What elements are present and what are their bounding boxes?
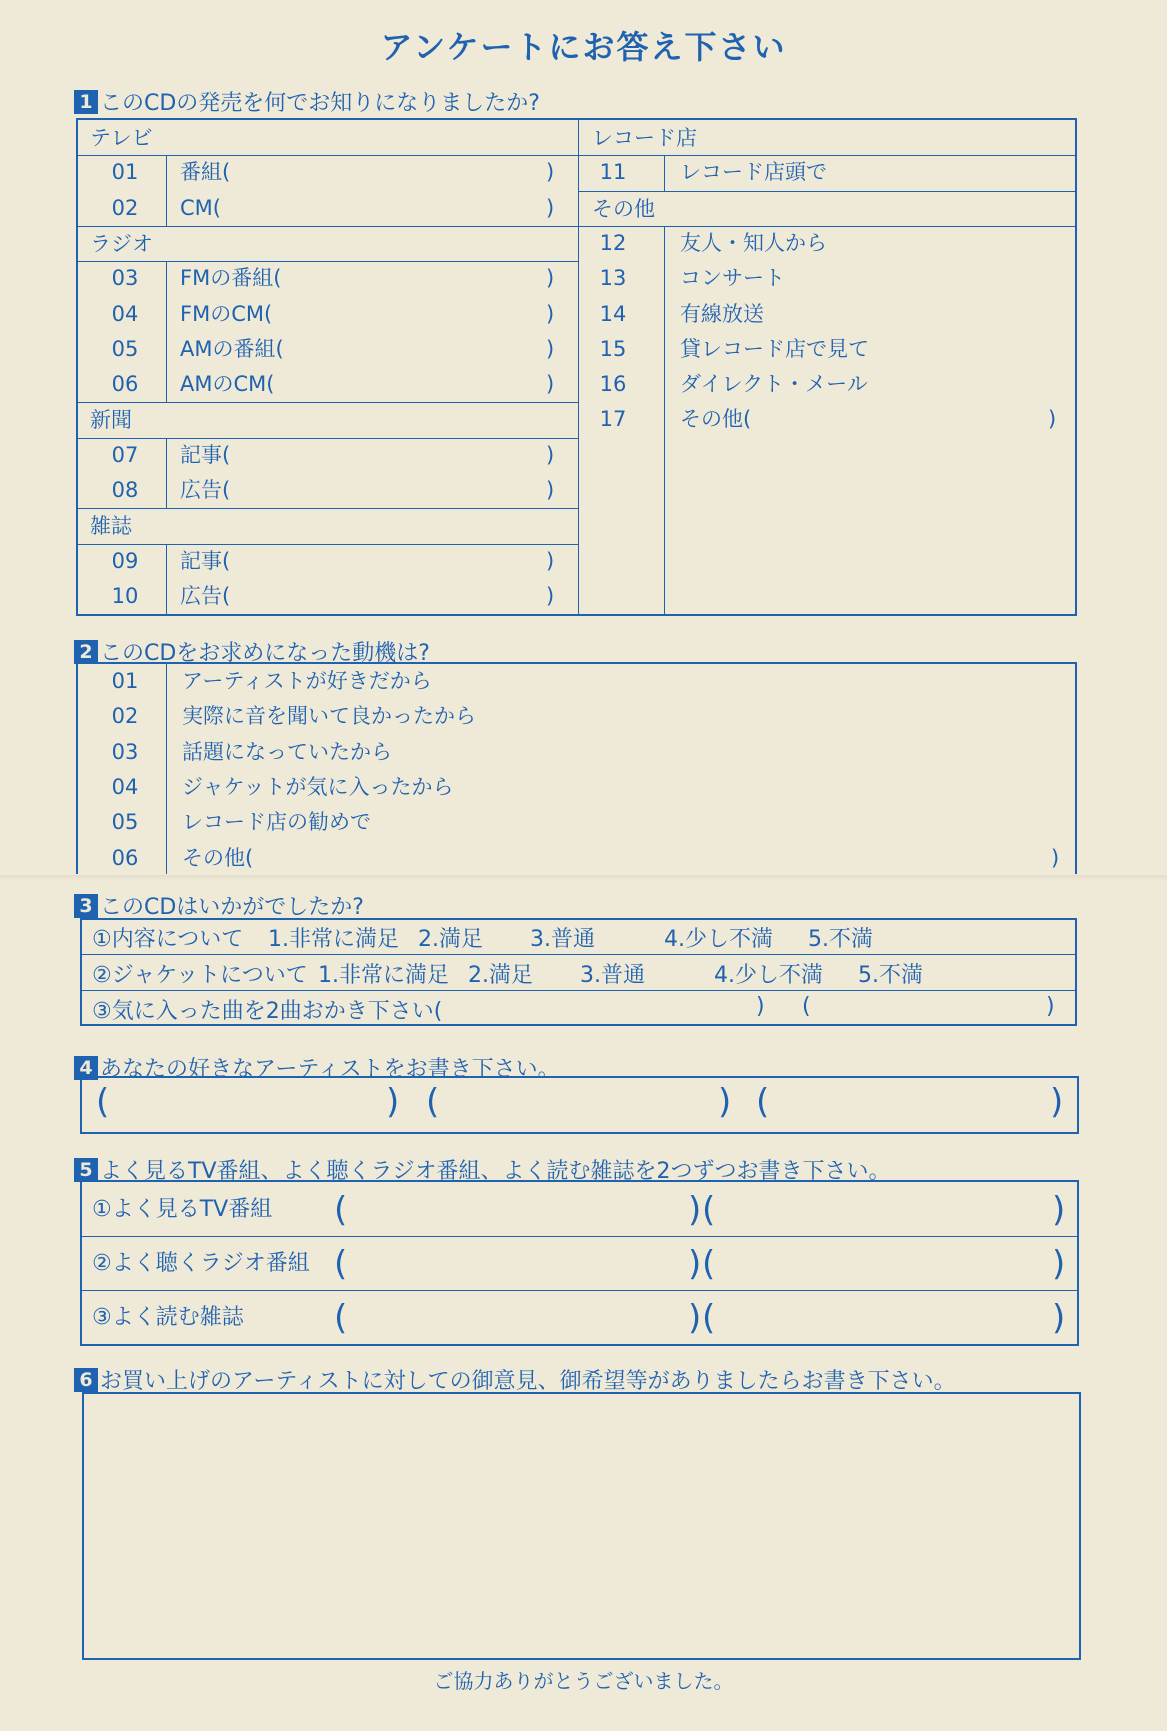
option-label: レコード店頭で (680, 160, 827, 185)
q2-number: 2 (74, 640, 98, 664)
survey-page: アンケートにお答え下さい 1 このCDの発売を何でお知りになりましたか? 2 このCDをお求めになった動機は? 3 このCDはいかがでしたか? ③気に入った曲を2曲おかき下さい( ) ( ) 4 あなたの好きなアーティストをお書き下さい。 ( ) ( ) ( ) 5 よく見るTV番組、よく聴くラジオ番組、よく読む雑誌を2つずつお書き下さい。 6 お買い上げのアーティストに対しての御意見、御希望等がありましたらお書き下さい。 ご協力ありがとうございました。 テレビ 01 番組( ) 02 CM( ) ラジオ 03 FMの番組( ) 04 FMのCM( ) 05 AMの番組( ) 06 AMのCM( ) 新聞 07 記事( ) 08 広告( ) 雑誌 09 記事( ) 10 広告( ) レコード店 11 レコード店頭で その他 12 友人・知人から 13 コンサート 14 有線放送 15 貸レコード店で見て 16 ダイレクト・メール 17 その他( ) 01 アーティストが好きだから 02 実際に音を聞いて良かったから 03 話題になっていたから 04 ジャケットが気に入ったから 05 レコード店の勧めで 06 その他( ) ①内容について 1.非常に満足 2.満足 3.普通 4.少し不満 5.不満 ②ジャケットについて 1.非常に満足 2.満足 3.普通 4.少し不満 5.不満 ①よく見るTV番組 ( ) ( ) ②よく聴くラジオ番組 ( ) ( ) ③よく読む雑誌 ( ) ( ) (0, 0, 1167, 1731)
q1-option[interactable] (76, 191, 578, 226)
q6-comment-box[interactable] (82, 1392, 1081, 1660)
option-code: 04 (111, 301, 139, 326)
q5-paren: ( (702, 1190, 716, 1230)
rating-option[interactable]: 4.少し不満 (664, 927, 773, 952)
option-code: 11 (599, 160, 627, 185)
page-title: アンケートにお答え下さい (380, 28, 787, 66)
option-code: 06 (111, 845, 139, 870)
option-code: 08 (111, 478, 139, 502)
option-label: ジャケットが気に入ったから (182, 774, 454, 799)
rating-option[interactable]: 1.非常に満足 (268, 927, 399, 952)
q6-number: 6 (74, 1368, 98, 1392)
q3-paren-open-2: ( (802, 994, 811, 1019)
option-label: 記事( (180, 442, 231, 467)
q1-category: 雑誌 (90, 514, 132, 539)
q6-heading (74, 1364, 956, 1395)
q3-rating-row[interactable] (92, 922, 1062, 956)
q1-option[interactable] (578, 332, 1077, 367)
option-label: その他( (680, 407, 752, 432)
q1-option[interactable] (76, 155, 578, 190)
q3-number: 3 (74, 894, 98, 918)
thanks-message: ご協力ありがとうございました。 (433, 1669, 734, 1693)
q5-text: よく見るTV番組、よく聴くラジオ番組、よく読む雑誌を2つずつお書き下さい。 (100, 1159, 891, 1184)
q3-heading (74, 890, 364, 921)
option-code: 16 (599, 372, 627, 397)
option-label: ダイレクト・メール (680, 372, 868, 397)
option-paren: ) (546, 583, 555, 608)
option-label: 実際に音を聞いて良かったから (182, 704, 476, 729)
option-label: 広告( (180, 583, 231, 608)
option-code: 13 (599, 266, 627, 291)
option-label: 番組( (180, 160, 231, 185)
option-code: 15 (599, 336, 627, 361)
option-label: 話題になっていたから (182, 739, 392, 764)
option-code: 02 (111, 195, 139, 220)
rating-option[interactable]: 3.普通 (580, 963, 645, 988)
option-paren: ) (546, 478, 555, 502)
option-code: 17 (599, 407, 627, 432)
option-code: 04 (111, 774, 139, 799)
q1-option[interactable] (76, 261, 578, 296)
option-paren: ) (546, 442, 555, 467)
option-code: 09 (111, 548, 139, 573)
option-paren: ) (546, 301, 555, 326)
q5-paren: ( (334, 1298, 348, 1338)
q1-option[interactable] (76, 473, 578, 508)
q5-row[interactable] (80, 1238, 1079, 1290)
q5-row[interactable] (80, 1184, 1079, 1236)
q5-number: 5 (74, 1158, 98, 1182)
q5-paren: ( (702, 1298, 716, 1338)
rating-option[interactable]: 5.不満 (808, 927, 873, 952)
q5-paren: ) (1052, 1190, 1066, 1230)
q5-row-label: ③よく読む雑誌 (92, 1305, 244, 1330)
q3-paren-close-2: ) (1046, 994, 1055, 1019)
option-code: 14 (599, 301, 627, 326)
option-label: AMのCM( (180, 372, 275, 397)
q1-option[interactable] (578, 367, 1077, 402)
option-label: その他( (182, 845, 254, 870)
q5-paren: ( (702, 1244, 716, 1284)
q1-option[interactable] (76, 297, 578, 332)
q5-row-label: ②よく聴くラジオ番組 (92, 1251, 310, 1276)
q2-option[interactable] (76, 735, 1077, 770)
option-code: 06 (111, 372, 139, 397)
option-paren: ) (546, 195, 555, 220)
q4-number: 4 (74, 1056, 98, 1080)
option-label: FMのCM( (180, 301, 273, 326)
q1-option[interactable] (76, 544, 578, 579)
q1-option[interactable] (578, 402, 1077, 437)
option-paren: ) (546, 266, 555, 291)
q1-category: レコード店 (592, 126, 697, 150)
option-paren: ) (546, 336, 555, 361)
q5-paren: ) (688, 1190, 702, 1230)
option-code: 05 (111, 336, 139, 361)
option-code: 01 (111, 160, 139, 185)
option-code: 02 (111, 704, 139, 729)
q5-row[interactable] (80, 1292, 1079, 1344)
option-code: 05 (111, 810, 139, 835)
rating-option[interactable]: 4.少し不満 (714, 963, 823, 988)
q5-paren: ) (1052, 1298, 1066, 1338)
q5-paren: ) (688, 1244, 702, 1284)
q2-text: このCDをお求めになった動機は? (100, 641, 430, 666)
q6-text: お買い上げのアーティストに対しての御意見、御希望等がありましたらお書き下さい。 (100, 1369, 956, 1394)
option-paren: ) (546, 372, 555, 397)
q1-text: このCDの発売を何でお知りになりましたか? (100, 91, 540, 116)
q3-rating-row[interactable] (92, 958, 1062, 992)
q1-option[interactable] (578, 297, 1077, 332)
q2-option[interactable] (76, 841, 1077, 876)
q1-option[interactable] (76, 438, 578, 473)
q5-paren: ( (334, 1190, 348, 1230)
option-label: 広告( (180, 478, 231, 502)
q1-option[interactable] (578, 226, 1077, 261)
q3-songs-label: ③気に入った曲を2曲おかき下さい( (92, 999, 443, 1024)
option-label: CM( (180, 195, 221, 220)
option-code: 10 (111, 583, 139, 608)
option-paren: ) (1048, 407, 1057, 432)
option-label: アーティストが好きだから (182, 669, 432, 693)
q2-option[interactable] (76, 664, 1077, 699)
option-label: FMの番組( (180, 266, 282, 291)
q2-option[interactable] (76, 699, 1077, 734)
q3-text: このCDはいかがでしたか? (100, 895, 364, 920)
option-label: AMの番組( (180, 336, 284, 361)
q1-category: テレビ (90, 126, 153, 150)
option-code: 12 (599, 230, 627, 255)
q3-paren-close-1: ) (756, 994, 765, 1019)
rating-label: ①内容について (92, 927, 244, 952)
q4-box (80, 1076, 1079, 1134)
q5-paren: ) (1052, 1244, 1066, 1284)
q1-option[interactable] (578, 155, 1077, 190)
option-label: 有線放送 (680, 301, 764, 326)
option-code: 07 (111, 442, 139, 467)
option-paren: ) (546, 548, 555, 573)
q1-category: その他 (592, 196, 655, 221)
q1-category: ラジオ (90, 231, 153, 256)
rating-option[interactable]: 3.普通 (530, 927, 595, 952)
q1-option[interactable] (578, 261, 1077, 296)
option-label: レコード店の勧めで (182, 810, 371, 835)
option-code: 01 (111, 669, 139, 693)
option-label: 記事( (180, 548, 231, 573)
option-paren: ) (546, 160, 555, 185)
q1-option[interactable] (76, 367, 578, 402)
rating-label: ②ジャケットについて (92, 963, 308, 988)
q1-category: 新聞 (90, 408, 132, 433)
q4-text: あなたの好きなアーティストをお書き下さい。 (100, 1057, 560, 1082)
option-code: 03 (111, 739, 139, 764)
q1-option[interactable] (76, 332, 578, 367)
option-label: 貸レコード店で見て (680, 336, 869, 361)
q1-option[interactable] (76, 579, 578, 614)
q2-option[interactable] (76, 770, 1077, 805)
rating-option[interactable]: 2.満足 (468, 963, 533, 988)
option-paren: ) (1051, 845, 1060, 870)
option-code: 03 (111, 266, 139, 291)
q5-paren: ( (334, 1244, 348, 1284)
option-label: 友人・知人から (680, 230, 827, 255)
paper-fold (0, 875, 1167, 881)
rating-option[interactable]: 5.不満 (858, 963, 923, 988)
q2-option[interactable] (76, 805, 1077, 840)
rating-option[interactable]: 1.非常に満足 (318, 963, 449, 988)
q5-paren: ) (688, 1298, 702, 1338)
q3-songs-row[interactable] (92, 994, 1055, 1025)
q1-heading (74, 86, 540, 117)
option-label: コンサート (680, 266, 785, 291)
q1-number: 1 (74, 90, 98, 114)
rating-option[interactable]: 2.満足 (418, 927, 483, 952)
q5-row-label: ①よく見るTV番組 (92, 1197, 273, 1222)
